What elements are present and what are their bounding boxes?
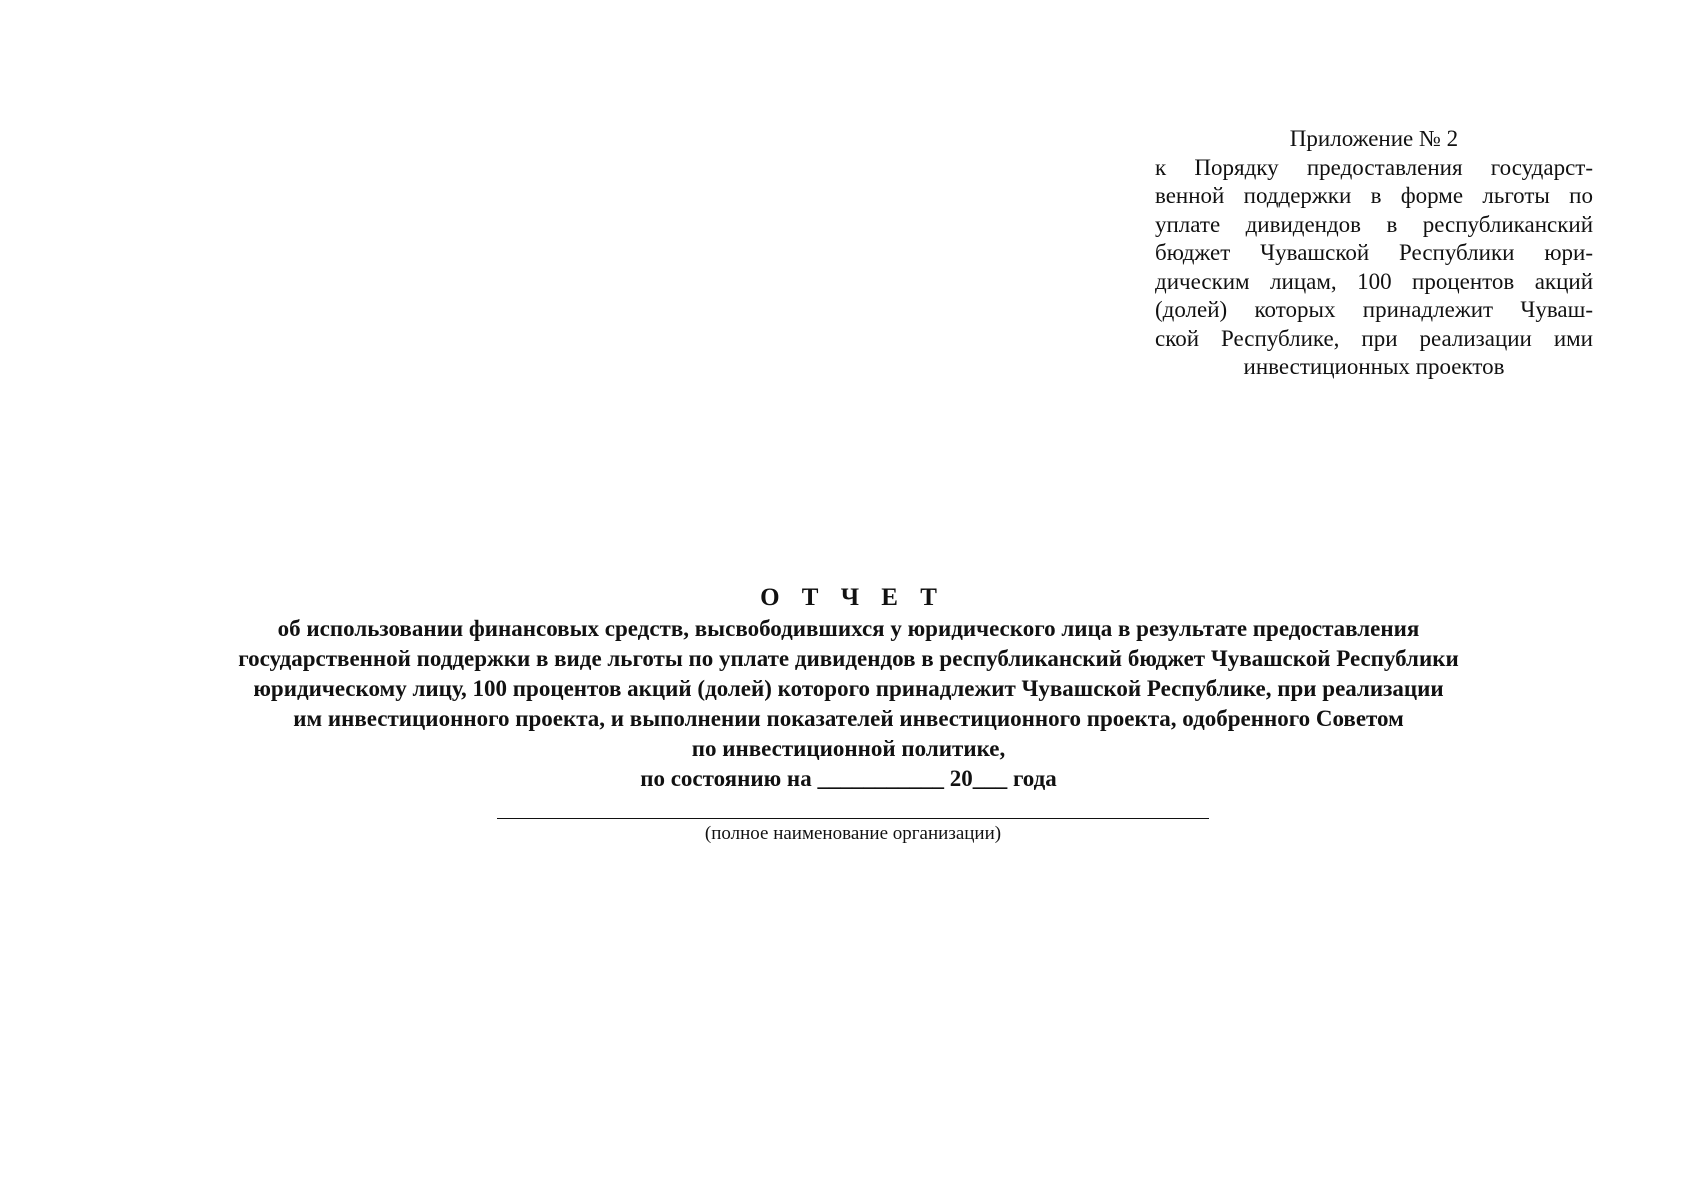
report-subtitle-line: государственной поддержки в виде льготы по уплате дивидендов в республиканский бюджет Чувашской Республики <box>238 646 1459 671</box>
appendix-line: венной поддержки в форме льготы по <box>1155 183 1593 208</box>
appendix-line: ской Республике, при реализации ими <box>1155 325 1593 351</box>
report-heading <box>130 582 1567 794</box>
organization-name-caption: (полное наименование организации) <box>704 823 1002 844</box>
appendix-line: бюджет Чувашской Республики юри- <box>1155 240 1593 265</box>
organization-name-underline <box>497 818 1209 819</box>
appendix-block <box>1155 125 1593 382</box>
appendix-body <box>1155 154 1593 382</box>
appendix-title: Приложение № 2 <box>1289 126 1459 151</box>
report-subtitle-line: юридическому лицу, 100 процентов акций (долей) которого принадлежит Чувашской Республике, при реализации <box>253 676 1444 701</box>
appendix-line: уплате дивидендов в республиканский <box>1155 211 1593 237</box>
appendix-line: инвестиционных проектов <box>1243 354 1505 379</box>
organization-name-field <box>497 818 1209 847</box>
report-date-line: по состоянию на ___________ 20___ года <box>640 766 1057 791</box>
report-subtitle-line: им инвестиционного проекта, и выполнении показателей инвестиционного проекта, одобренного Советом <box>293 706 1404 731</box>
report-title: О Т Ч Е Т <box>760 584 945 611</box>
appendix-line: к Порядку предоставления государст- <box>1155 154 1593 180</box>
report-subtitle-line: по инвестиционной политике, <box>691 736 1006 761</box>
appendix-line: (долей) которых принадлежит Чуваш- <box>1155 297 1593 322</box>
appendix-line: дическим лицам, 100 процентов акций <box>1155 268 1593 294</box>
report-subtitle-line: об использовании финансовых средств, высвободившихся у юридического лица в результате предоставления <box>277 616 1420 641</box>
